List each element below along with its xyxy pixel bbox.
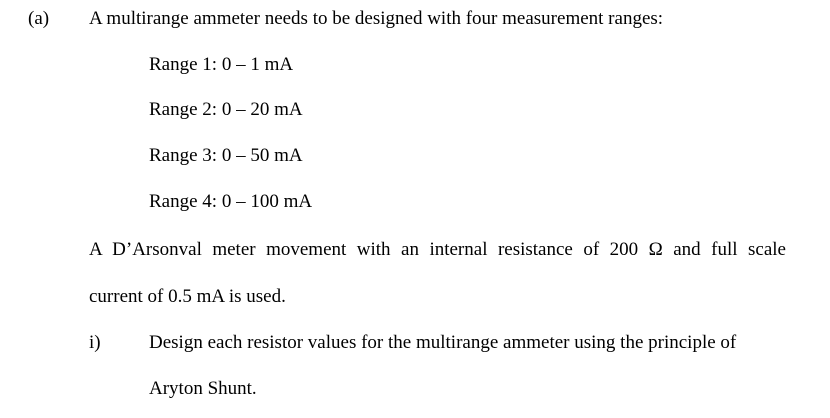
description-line-1: A D’Arsonval meter movement with an internal resistance of 200 Ω and full scale <box>89 239 786 260</box>
range-item-2: Range 2: 0 – 20 mA <box>149 99 303 120</box>
range-item-3: Range 3: 0 – 50 mA <box>149 145 303 166</box>
question-label: (a) <box>28 8 50 29</box>
range-item-1: Range 1: 0 – 1 mA <box>149 54 294 75</box>
subquestion-text-line-1: Design each resistor values for the multirange ammeter using the principle of <box>149 332 737 353</box>
subquestion-text-line-2: Aryton Shunt. <box>149 378 257 399</box>
range-item-4: Range 4: 0 – 100 mA <box>149 191 313 212</box>
subquestion-label: i) <box>89 332 101 353</box>
question-intro: A multirange ammeter needs to be designed with four measurement ranges: <box>89 8 664 29</box>
description-line-2: current of 0.5 mA is used. <box>89 286 286 307</box>
